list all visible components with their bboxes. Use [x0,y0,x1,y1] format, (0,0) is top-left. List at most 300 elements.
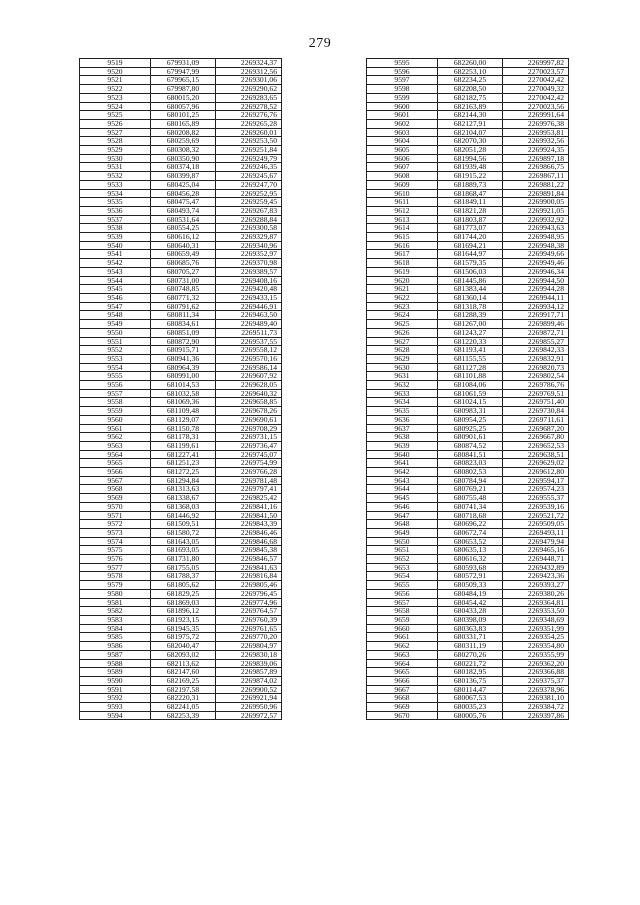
point-number-cell: 9668 [367,694,438,703]
x-coordinate-cell: 682197,58 [151,685,216,694]
table-row [367,102,569,111]
x-coordinate-cell: 680425,04 [151,180,216,189]
point-number-cell: 9540 [80,241,151,250]
table-row [367,685,569,694]
y-coordinate-cell: 2269845,38 [216,546,282,555]
table-row [367,59,569,68]
table-row [367,320,569,329]
x-coordinate-cell: 681994,56 [438,154,503,163]
y-coordinate-cell: 2269465,16 [503,546,569,555]
table-row [80,598,282,607]
x-coordinate-cell: 680941,36 [151,354,216,363]
y-coordinate-cell: 2269997,82 [503,59,569,68]
point-number-cell: 9596 [367,67,438,76]
table-row [367,111,569,120]
y-coordinate-cell: 2269329,87 [216,233,282,242]
y-coordinate-cell: 2269857,89 [216,668,282,677]
table-row [367,285,569,294]
table-row [367,476,569,485]
x-coordinate-cell: 682241,05 [151,703,216,712]
y-coordinate-cell: 2269640,32 [216,389,282,398]
point-number-cell: 9587 [80,650,151,659]
table-row [367,259,569,268]
x-coordinate-cell: 680771,32 [151,293,216,302]
table-row [367,494,569,503]
x-coordinate-cell: 681975,72 [151,633,216,642]
y-coordinate-cell: 2269489,40 [216,320,282,329]
point-number-cell: 9520 [80,67,151,76]
y-coordinate-cell: 2270049,32 [503,85,569,94]
point-number-cell: 9592 [80,694,151,703]
point-number-cell: 9580 [80,589,151,598]
point-number-cell: 9533 [80,180,151,189]
table-row [367,206,569,215]
y-coordinate-cell: 2269574,23 [503,485,569,494]
point-number-cell: 9603 [367,128,438,137]
point-number-cell: 9586 [80,642,151,651]
x-coordinate-cell: 680572,91 [438,572,503,581]
x-coordinate-cell: 680685,76 [151,259,216,268]
y-coordinate-cell: 2269866,75 [503,163,569,172]
y-coordinate-cell: 2269521,72 [503,511,569,520]
point-number-cell: 9549 [80,320,151,329]
point-number-cell: 9634 [367,398,438,407]
point-number-cell: 9644 [367,485,438,494]
x-coordinate-cell: 679987,80 [151,85,216,94]
point-number-cell: 9606 [367,154,438,163]
y-coordinate-cell: 2269934,12 [503,302,569,311]
x-coordinate-cell: 681193,41 [438,346,503,355]
x-coordinate-cell: 680769,21 [438,485,503,494]
x-coordinate-cell: 680398,09 [438,616,503,625]
y-coordinate-cell: 2269944,28 [503,285,569,294]
point-number-cell: 9558 [80,398,151,407]
point-number-cell: 9636 [367,415,438,424]
y-coordinate-cell: 2269932,56 [503,137,569,146]
y-coordinate-cell: 2269881,22 [503,180,569,189]
table-row [80,441,282,450]
y-coordinate-cell: 2269842,33 [503,346,569,355]
table-row [367,450,569,459]
table-row [80,250,282,259]
point-number-cell: 9600 [367,102,438,111]
point-number-cell: 9585 [80,633,151,642]
y-coordinate-cell: 2269479,94 [503,537,569,546]
table-row [367,676,569,685]
x-coordinate-cell: 681014,53 [151,381,216,390]
x-coordinate-cell: 681109,48 [151,407,216,416]
point-number-cell: 9541 [80,250,151,259]
y-coordinate-cell: 2269899,46 [503,320,569,329]
x-coordinate-cell: 680983,31 [438,407,503,416]
table-row [367,128,569,137]
point-number-cell: 9569 [80,494,151,503]
point-number-cell: 9642 [367,468,438,477]
x-coordinate-cell: 682147,60 [151,668,216,677]
y-coordinate-cell: 2269781,48 [216,476,282,485]
y-coordinate-cell: 2269448,71 [503,555,569,564]
x-coordinate-cell: 680454,42 [438,598,503,607]
x-coordinate-cell: 681896,12 [151,607,216,616]
x-coordinate-cell: 680705,27 [151,267,216,276]
y-coordinate-cell: 2269432,89 [503,563,569,572]
x-coordinate-cell: 680659,49 [151,250,216,259]
table-row [367,633,569,642]
page-number: 279 [308,36,332,51]
table-row [80,694,282,703]
point-number-cell: 9572 [80,520,151,529]
table-row [367,668,569,677]
table-row [367,337,569,346]
table-row [80,146,282,155]
y-coordinate-cell: 2269900,05 [503,198,569,207]
table-row [80,328,282,337]
y-coordinate-cell: 2269932,92 [503,215,569,224]
table-row [80,102,282,111]
y-coordinate-cell: 2269397,86 [503,711,569,720]
y-coordinate-cell: 2269897,18 [503,154,569,163]
y-coordinate-cell: 2269300,58 [216,224,282,233]
x-coordinate-cell: 680874,52 [438,441,503,450]
point-number-cell: 9531 [80,163,151,172]
point-number-cell: 9652 [367,555,438,564]
y-coordinate-cell: 2269381,10 [503,694,569,703]
y-coordinate-cell: 2269846,68 [216,537,282,546]
point-number-cell: 9661 [367,633,438,642]
x-coordinate-cell: 682260,00 [438,59,503,68]
x-coordinate-cell: 682104,07 [438,128,503,137]
point-number-cell: 9638 [367,433,438,442]
table-row [367,485,569,494]
table-row [80,346,282,355]
x-coordinate-cell: 680101,25 [151,111,216,120]
y-coordinate-cell: 2269830,18 [216,650,282,659]
x-coordinate-cell: 681227,41 [151,450,216,459]
point-number-cell: 9528 [80,137,151,146]
point-number-cell: 9547 [80,302,151,311]
y-coordinate-cell: 2269805,46 [216,581,282,590]
y-coordinate-cell: 2269950,96 [216,703,282,712]
table-row [367,215,569,224]
x-coordinate-cell: 681024,15 [438,398,503,407]
point-number-cell: 9646 [367,502,438,511]
table-row [367,650,569,659]
table-row [80,233,282,242]
x-coordinate-cell: 681868,47 [438,189,503,198]
point-number-cell: 9594 [80,711,151,720]
table-row [367,328,569,337]
table-row [367,607,569,616]
table-row [367,389,569,398]
point-number-cell: 9621 [367,285,438,294]
point-number-cell: 9562 [80,433,151,442]
table-row [80,555,282,564]
point-number-cell: 9538 [80,224,151,233]
x-coordinate-cell: 682070,30 [438,137,503,146]
point-number-cell: 9530 [80,154,151,163]
table-row [367,642,569,651]
y-coordinate-cell: 2269839,06 [216,659,282,668]
table-row [80,111,282,120]
x-coordinate-cell: 681849,11 [438,198,503,207]
table-row [80,267,282,276]
x-coordinate-cell: 681155,55 [438,354,503,363]
table-row [80,459,282,468]
point-number-cell: 9645 [367,494,438,503]
y-coordinate-cell: 2269378,96 [503,685,569,694]
y-coordinate-cell: 2269628,05 [216,381,282,390]
point-number-cell: 9655 [367,581,438,590]
point-number-cell: 9631 [367,372,438,381]
table-row [80,616,282,625]
x-coordinate-cell: 680005,76 [438,711,503,720]
table-row [367,537,569,546]
y-coordinate-cell: 2269921,05 [503,206,569,215]
point-number-cell: 9663 [367,650,438,659]
point-number-cell: 9526 [80,119,151,128]
table-row [367,694,569,703]
table-row [367,180,569,189]
point-number-cell: 9637 [367,424,438,433]
table-row [80,302,282,311]
x-coordinate-cell: 682169,25 [151,676,216,685]
x-coordinate-cell: 681272,25 [151,468,216,477]
table-row [80,528,282,537]
x-coordinate-cell: 680114,47 [438,685,503,694]
table-row [367,528,569,537]
point-number-cell: 9624 [367,311,438,320]
y-coordinate-cell: 2269408,16 [216,276,282,285]
point-number-cell: 9532 [80,172,151,181]
y-coordinate-cell: 2269420,48 [216,285,282,294]
table-row [367,616,569,625]
point-number-cell: 9564 [80,450,151,459]
table-row [80,389,282,398]
table-row [80,320,282,329]
table-row [80,206,282,215]
y-coordinate-cell: 2269380,26 [503,589,569,598]
point-number-cell: 9625 [367,320,438,329]
table-row [80,624,282,633]
y-coordinate-cell: 2269764,57 [216,607,282,616]
table-row [80,76,282,85]
table-row [80,59,282,68]
point-number-cell: 9599 [367,93,438,102]
table-row [80,415,282,424]
y-coordinate-cell: 2269265,28 [216,119,282,128]
table-row [367,468,569,477]
x-coordinate-cell: 681939,48 [438,163,503,172]
point-number-cell: 9649 [367,528,438,537]
x-coordinate-cell: 680399,87 [151,172,216,181]
point-number-cell: 9654 [367,572,438,581]
x-coordinate-cell: 680308,32 [151,146,216,155]
point-number-cell: 9551 [80,337,151,346]
x-coordinate-cell: 681869,03 [151,598,216,607]
x-coordinate-cell: 680593,68 [438,563,503,572]
point-number-cell: 9598 [367,85,438,94]
table-row [367,703,569,712]
table-row [367,224,569,233]
table-row [80,337,282,346]
x-coordinate-cell: 680741,34 [438,502,503,511]
point-number-cell: 9597 [367,76,438,85]
x-coordinate-cell: 681061,59 [438,389,503,398]
y-coordinate-cell: 2269820,73 [503,363,569,372]
point-number-cell: 9611 [367,198,438,207]
point-number-cell: 9653 [367,563,438,572]
y-coordinate-cell: 2269874,02 [216,676,282,685]
y-coordinate-cell: 2269652,53 [503,441,569,450]
y-coordinate-cell: 2269433,15 [216,293,282,302]
x-coordinate-cell: 681178,31 [151,433,216,442]
y-coordinate-cell: 2269259,45 [216,198,282,207]
point-number-cell: 9559 [80,407,151,416]
y-coordinate-cell: 2269354,25 [503,633,569,642]
table-row [80,398,282,407]
y-coordinate-cell: 2269797,41 [216,485,282,494]
x-coordinate-cell: 680363,83 [438,624,503,633]
y-coordinate-cell: 2269612,80 [503,468,569,477]
point-number-cell: 9605 [367,146,438,155]
point-number-cell: 9548 [80,311,151,320]
y-coordinate-cell: 2269537,55 [216,337,282,346]
table-row [80,607,282,616]
y-coordinate-cell: 2269353,50 [503,607,569,616]
table-row [80,676,282,685]
point-number-cell: 9582 [80,607,151,616]
point-number-cell: 9615 [367,233,438,242]
x-coordinate-cell: 680755,48 [438,494,503,503]
x-coordinate-cell: 681445,86 [438,276,503,285]
x-coordinate-cell: 680475,47 [151,198,216,207]
x-coordinate-cell: 680901,61 [438,433,503,442]
table-row [367,433,569,442]
y-coordinate-cell: 2269246,35 [216,163,282,172]
table-row [80,659,282,668]
table-row [367,598,569,607]
point-number-cell: 9640 [367,450,438,459]
point-number-cell: 9524 [80,102,151,111]
point-number-cell: 9662 [367,642,438,651]
y-coordinate-cell: 2269804,97 [216,642,282,651]
y-coordinate-cell: 2269348,69 [503,616,569,625]
x-coordinate-cell: 681694,21 [438,241,503,250]
point-number-cell: 9591 [80,685,151,694]
x-coordinate-cell: 681643,05 [151,537,216,546]
y-coordinate-cell: 2269991,64 [503,111,569,120]
table-row [80,511,282,520]
x-coordinate-cell: 680872,90 [151,337,216,346]
point-number-cell: 9557 [80,389,151,398]
table-row [367,93,569,102]
table-row [80,468,282,477]
x-coordinate-cell: 682182,75 [438,93,503,102]
x-coordinate-cell: 681383,44 [438,285,503,294]
x-coordinate-cell: 680165,89 [151,119,216,128]
point-number-cell: 9550 [80,328,151,337]
x-coordinate-cell: 679947,99 [151,67,216,76]
x-coordinate-cell: 681032,58 [151,389,216,398]
y-coordinate-cell: 2269769,51 [503,389,569,398]
y-coordinate-cell: 2269667,80 [503,433,569,442]
x-coordinate-cell: 680509,33 [438,581,503,590]
point-number-cell: 9656 [367,589,438,598]
point-number-cell: 9664 [367,659,438,668]
table-row [80,642,282,651]
x-coordinate-cell: 681805,62 [151,581,216,590]
table-row [80,633,282,642]
table-row [80,711,282,720]
table-row [367,250,569,259]
x-coordinate-cell: 680433,28 [438,607,503,616]
x-coordinate-cell: 682208,50 [438,85,503,94]
x-coordinate-cell: 681506,03 [438,267,503,276]
point-number-cell: 9660 [367,624,438,633]
point-number-cell: 9578 [80,572,151,581]
point-number-cell: 9595 [367,59,438,68]
point-number-cell: 9536 [80,206,151,215]
x-coordinate-cell: 680350,90 [151,154,216,163]
point-number-cell: 9614 [367,224,438,233]
point-number-cell: 9573 [80,528,151,537]
x-coordinate-cell: 680531,64 [151,215,216,224]
point-number-cell: 9612 [367,206,438,215]
x-coordinate-cell: 681313,63 [151,485,216,494]
x-coordinate-cell: 682093,02 [151,650,216,659]
x-coordinate-cell: 682253,10 [438,67,503,76]
point-number-cell: 9560 [80,415,151,424]
table-row [80,67,282,76]
x-coordinate-cell: 680925,25 [438,424,503,433]
x-coordinate-cell: 680484,19 [438,589,503,598]
table-row [367,198,569,207]
x-coordinate-cell: 681243,27 [438,328,503,337]
y-coordinate-cell: 2269558,12 [216,346,282,355]
table-row [367,563,569,572]
point-number-cell: 9626 [367,328,438,337]
y-coordinate-cell: 2269846,57 [216,555,282,564]
point-number-cell: 9641 [367,459,438,468]
x-coordinate-cell: 680456,28 [151,189,216,198]
point-number-cell: 9623 [367,302,438,311]
point-number-cell: 9669 [367,703,438,712]
y-coordinate-cell: 2269423,36 [503,572,569,581]
table-row [367,415,569,424]
y-coordinate-cell: 2269761,65 [216,624,282,633]
point-number-cell: 9575 [80,546,151,555]
x-coordinate-cell: 681889,73 [438,180,503,189]
y-coordinate-cell: 2269687,20 [503,424,569,433]
y-coordinate-cell: 2269711,61 [503,415,569,424]
x-coordinate-cell: 682220,31 [151,694,216,703]
y-coordinate-cell: 2269730,84 [503,407,569,416]
y-coordinate-cell: 2269594,17 [503,476,569,485]
y-coordinate-cell: 2269355,99 [503,650,569,659]
x-coordinate-cell: 680791,62 [151,302,216,311]
x-coordinate-cell: 680696,22 [438,520,503,529]
y-coordinate-cell: 2269944,50 [503,276,569,285]
x-coordinate-cell: 680834,61 [151,320,216,329]
table-row [80,407,282,416]
x-coordinate-cell: 681509,51 [151,520,216,529]
y-coordinate-cell: 2269586,14 [216,363,282,372]
point-number-cell: 9545 [80,285,151,294]
x-coordinate-cell: 681829,25 [151,589,216,598]
x-coordinate-cell: 681915,22 [438,172,503,181]
table-row [367,163,569,172]
table-row [367,407,569,416]
